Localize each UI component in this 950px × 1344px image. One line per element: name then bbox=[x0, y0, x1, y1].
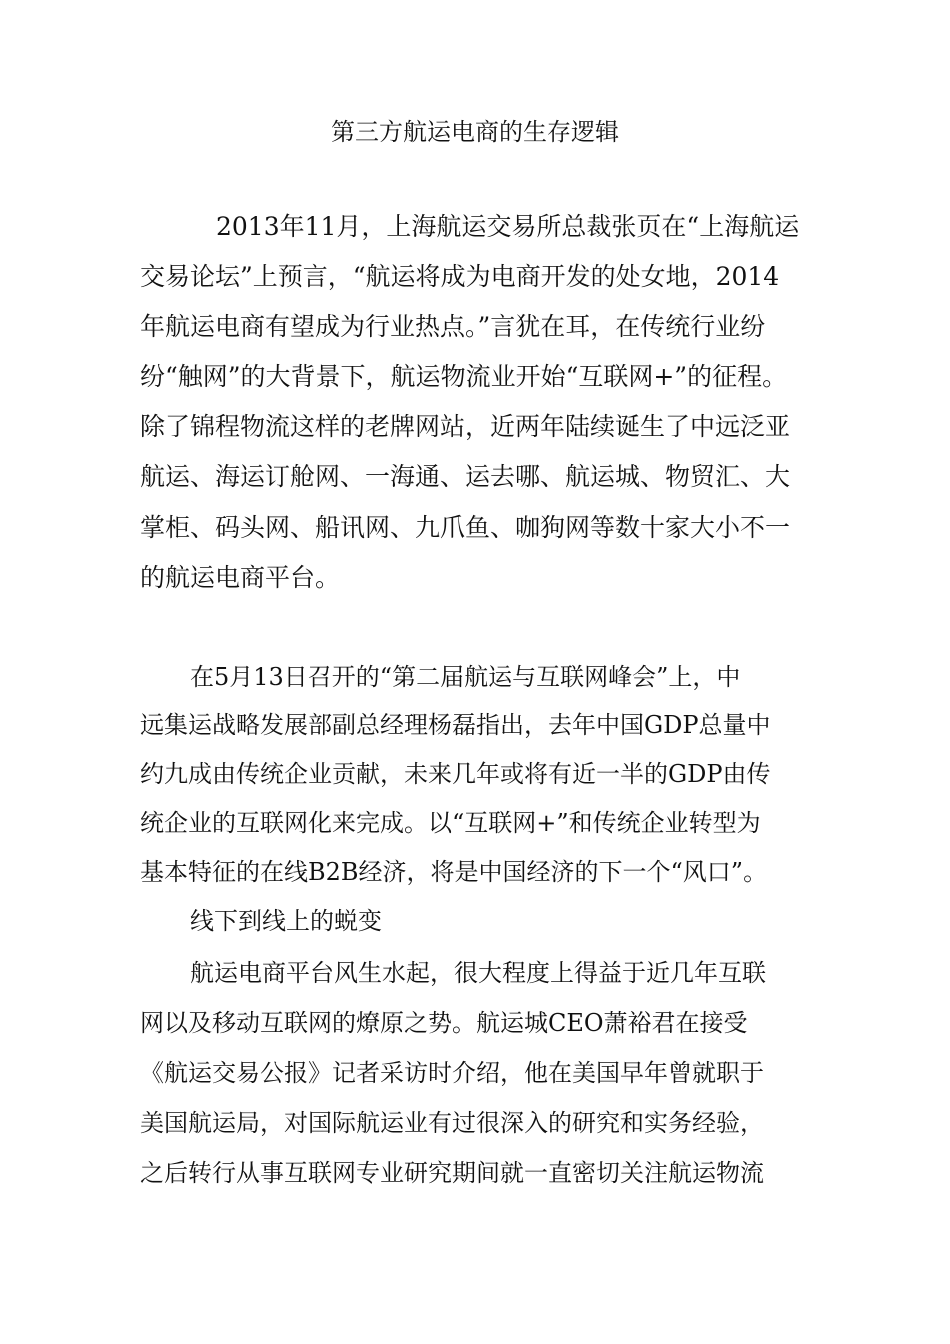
paragraph-line: 在5月13日召开的“第二届航运与互联网峰会”上，中 bbox=[190, 663, 741, 691]
document-title: 第三方航运电商的生存逻辑 bbox=[331, 118, 619, 146]
section-subheading: 线下到线上的蜕变 bbox=[190, 907, 382, 935]
paragraph-line: 航运电商平台风生水起，很大程度上得益于近几年互联 bbox=[190, 959, 766, 987]
paragraph-line: 年航运电商有望成为行业热点。”言犹在耳，在传统行业纷 bbox=[140, 312, 766, 341]
paragraph-line: 2013年11月，上海航运交易所总裁张页在“上海航运 bbox=[216, 212, 800, 241]
paragraph-line: 统企业的互联网化来完成。以“互联网+”和传统企业转型为 bbox=[140, 809, 761, 837]
paragraph-line: 航运、海运订舱网、一海通、运去哪、航运城、物贸汇、大 bbox=[140, 462, 791, 491]
paragraph-line: 的航运电商平台。 bbox=[140, 563, 341, 592]
paragraph-line: 远集运战略发展部副总经理杨磊指出，去年中国GDP总量中 bbox=[140, 711, 771, 739]
paragraph-line: 网以及移动互联网的燎原之势。航运城CEO萧裕君在接受 bbox=[140, 1009, 748, 1037]
paragraph-line: 之后转行从事互联网专业研究期间就一直密切关注航运物流 bbox=[140, 1159, 764, 1187]
paragraph-line: 基本特征的在线B2B经济，将是中国经济的下一个“风口”。 bbox=[140, 858, 768, 886]
paragraph-line: 交易论坛”上预言，“航运将成为电商开发的处女地，2014 bbox=[140, 262, 780, 291]
paragraph-line: 纷“触网”的大背景下，航运物流业开始“互联网+”的征程。 bbox=[140, 362, 788, 391]
paragraph-line: 约九成由传统企业贡献，未来几年或将有近一半的GDP由传 bbox=[140, 760, 771, 788]
paragraph-line: 除了锦程物流这样的老牌网站，近两年陆续诞生了中远泛亚 bbox=[140, 412, 791, 441]
paragraph-line: 掌柜、码头网、船讯网、九爪鱼、咖狗网等数十家大小不一 bbox=[140, 513, 791, 542]
paragraph-line: 美国航运局，对国际航运业有过很深入的研究和实务经验， bbox=[140, 1109, 764, 1137]
paragraph-line: 《航运交易公报》记者采访时介绍，他在美国早年曾就职于 bbox=[140, 1059, 764, 1087]
